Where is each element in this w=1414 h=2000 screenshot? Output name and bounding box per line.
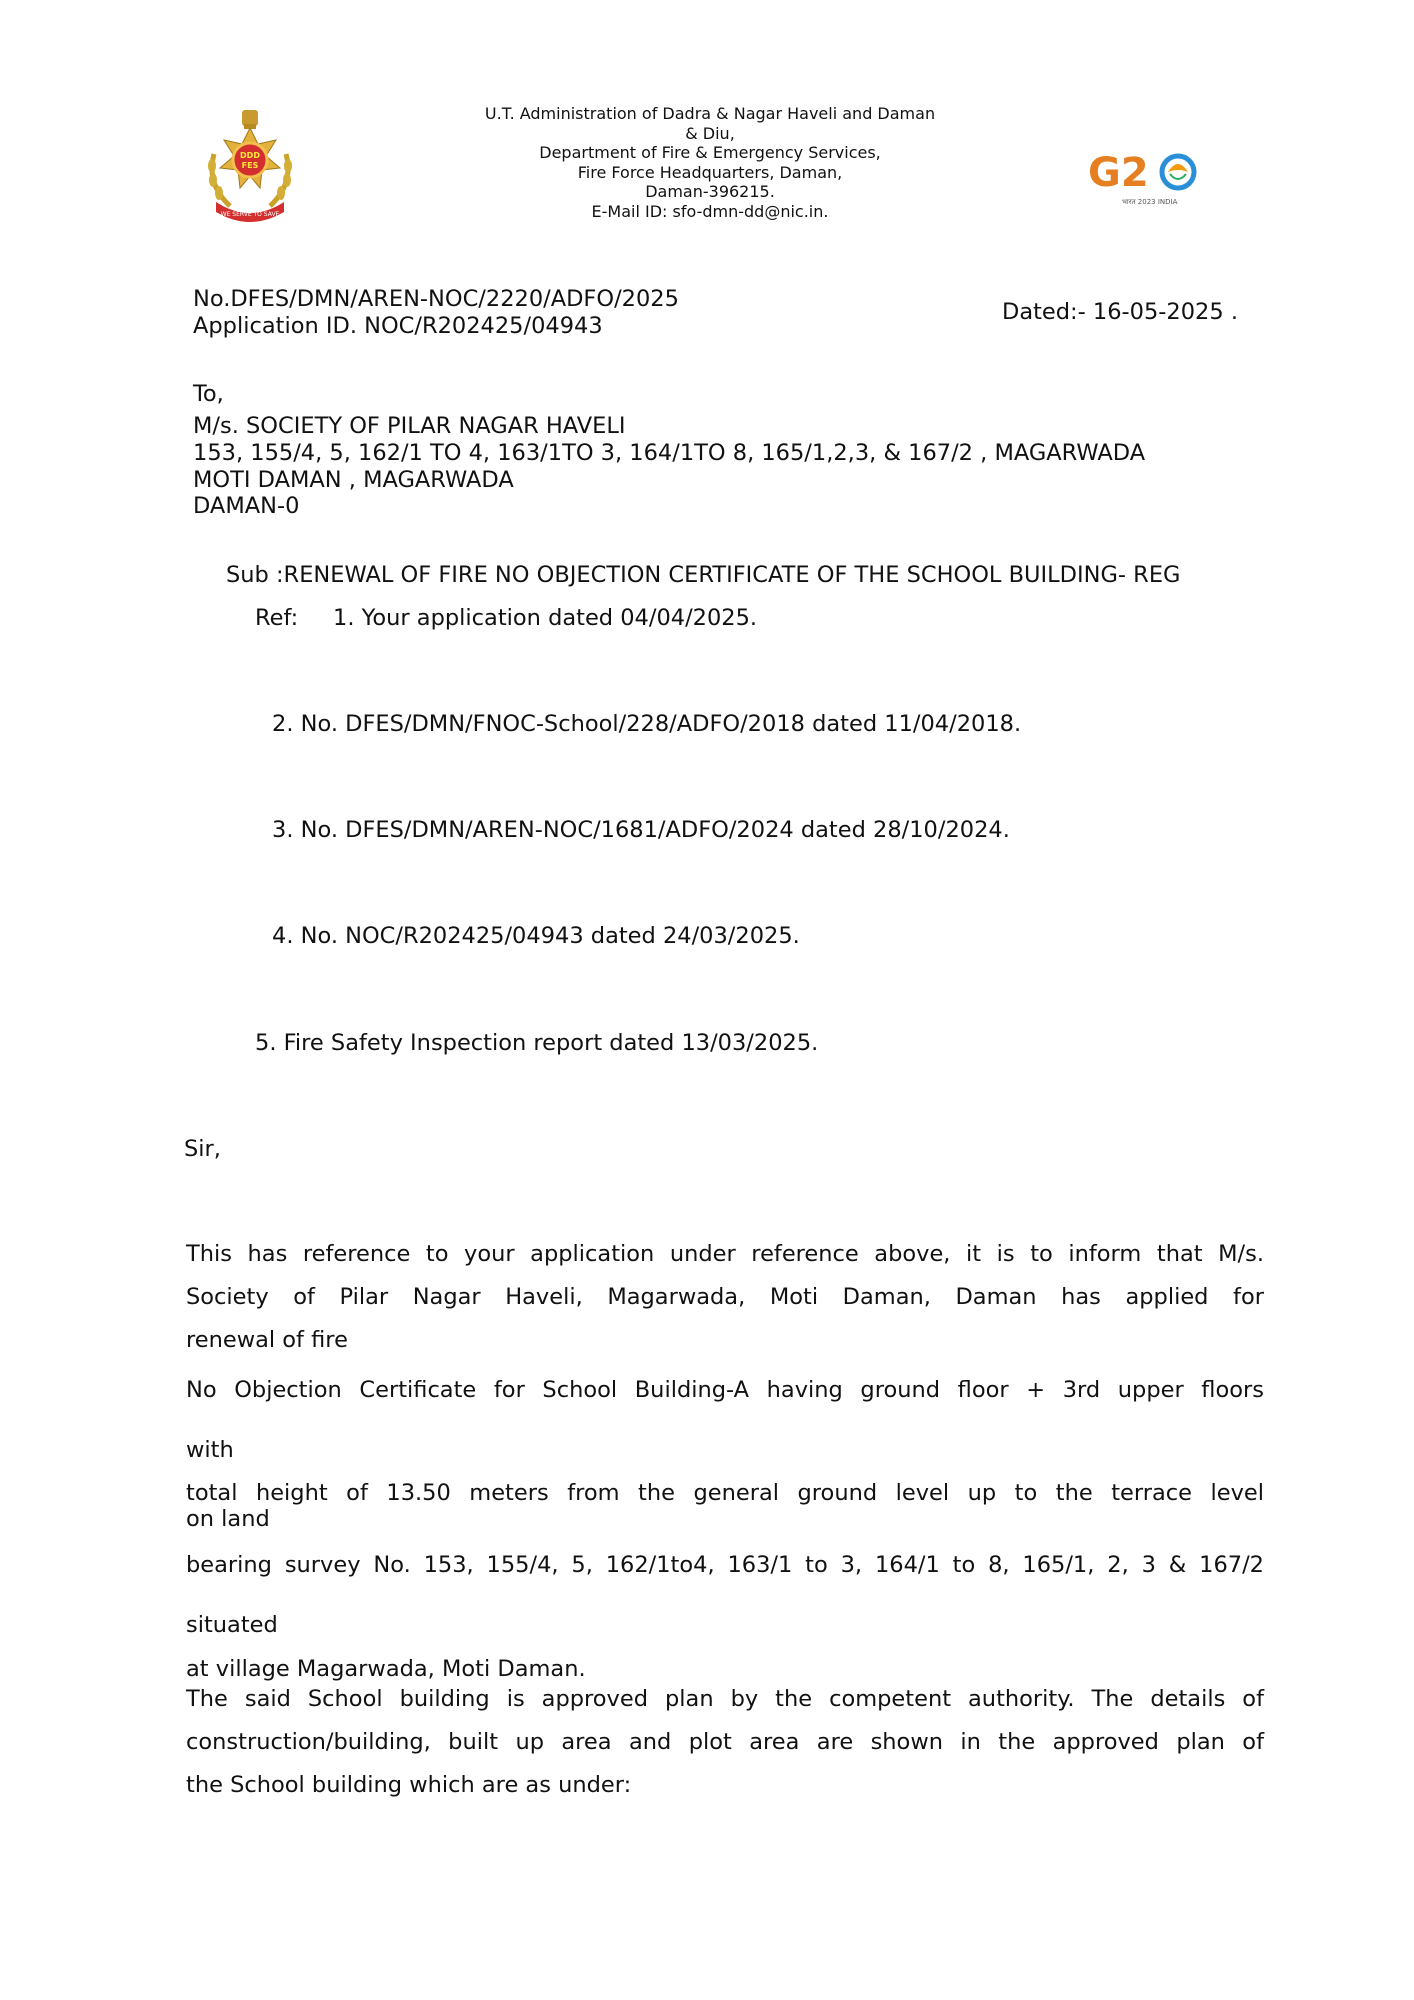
greeting: Sir,	[184, 1136, 221, 1162]
svg-text:G2: G2	[1088, 150, 1149, 196]
body-line: Society of Pilar Nagar Haveli, Magarwada, Moti Daman, Daman has applied for	[186, 1284, 1264, 1310]
body-line: at village Magarwada, Moti Daman.	[186, 1656, 586, 1682]
address-line: MOTI DAMAN , MAGARWADA	[193, 467, 514, 493]
header-line: E-Mail ID: sfo-dmn-dd@nic.in.	[591, 201, 829, 221]
ref-item: 1. Your application dated 04/04/2025.	[333, 605, 758, 631]
body-line: with	[186, 1437, 234, 1463]
header-line: U.T. Administration of Dadra & Nagar Haveli and Daman	[484, 104, 936, 123]
application-id: Application ID. NOC/R202425/04943	[193, 313, 603, 339]
body-line: construction/building, built up area and plot area are shown in the approved plan of	[186, 1729, 1264, 1755]
addressee-name: M/s. SOCIETY OF PILAR NAGAR HAVELI	[193, 413, 626, 439]
header-line: Fire Force Headquarters, Daman,	[577, 162, 843, 182]
address-line: DAMAN-0	[193, 493, 300, 519]
body-line: total height of 13.50 meters from the general ground level up to the terrace level	[186, 1480, 1264, 1506]
svg-text:भारत 2023 INDIA: भारत 2023 INDIA	[1122, 198, 1178, 206]
body-line: The said School building is approved plan by the competent authority. The details of	[186, 1686, 1264, 1712]
header-line: & Diu,	[685, 123, 735, 143]
body-line: on land	[186, 1506, 270, 1532]
ref-item: 3. No. DFES/DMN/AREN-NOC/1681/ADFO/2024 dated 28/10/2024.	[272, 817, 1010, 843]
svg-text:WE SERVE TO SAVE: WE SERVE TO SAVE	[220, 211, 280, 218]
body-line: This has reference to your application under reference above, it is to inform that M/s.	[186, 1241, 1264, 1267]
body-line: renewal of fire	[186, 1327, 348, 1353]
g20-logo-icon	[1088, 144, 1208, 210]
body-line: bearing survey No. 153, 155/4, 5, 162/1to4, 163/1 to 3, 164/1 to 8, 165/1, 2, 3 & 167/2	[186, 1552, 1264, 1578]
ref-item: 4. No. NOC/R202425/04943 dated 24/03/2025.	[272, 923, 800, 949]
svg-text:FES: FES	[241, 161, 259, 170]
ref-item: 2. No. DFES/DMN/FNOC-School/228/ADFO/2018 dated 11/04/2018.	[272, 711, 1022, 737]
svg-text:DDD: DDD	[240, 151, 260, 160]
body-line: situated	[186, 1612, 278, 1638]
letter-date: Dated:- 16-05-2025 .	[1002, 299, 1238, 325]
header-line: Department of Fire & Emergency Services,	[539, 143, 881, 162]
body-line: No Objection Certificate for School Building-A having ground floor + 3rd upper floors	[186, 1377, 1264, 1403]
fire-services-emblem-icon	[200, 106, 300, 224]
address-line: 153, 155/4, 5, 162/1 TO 4, 163/1TO 3, 164/1TO 8, 165/1,2,3, & 167/2 , MAGARWADA	[193, 440, 1146, 466]
subject-line: Sub :RENEWAL OF FIRE NO OBJECTION CERTIFICATE OF THE SCHOOL BUILDING- REG	[226, 562, 1181, 588]
header-line: Daman-396215.	[645, 182, 775, 201]
body-line: the School building which are as under:	[186, 1772, 632, 1798]
letter-number: No.DFES/DMN/AREN-NOC/2220/ADFO/2025	[193, 286, 679, 312]
department-header	[440, 104, 980, 221]
to-salutation: To,	[193, 381, 224, 407]
ref-item: 5. Fire Safety Inspection report dated 13/03/2025.	[255, 1030, 819, 1056]
ref-label: Ref:	[255, 605, 299, 631]
